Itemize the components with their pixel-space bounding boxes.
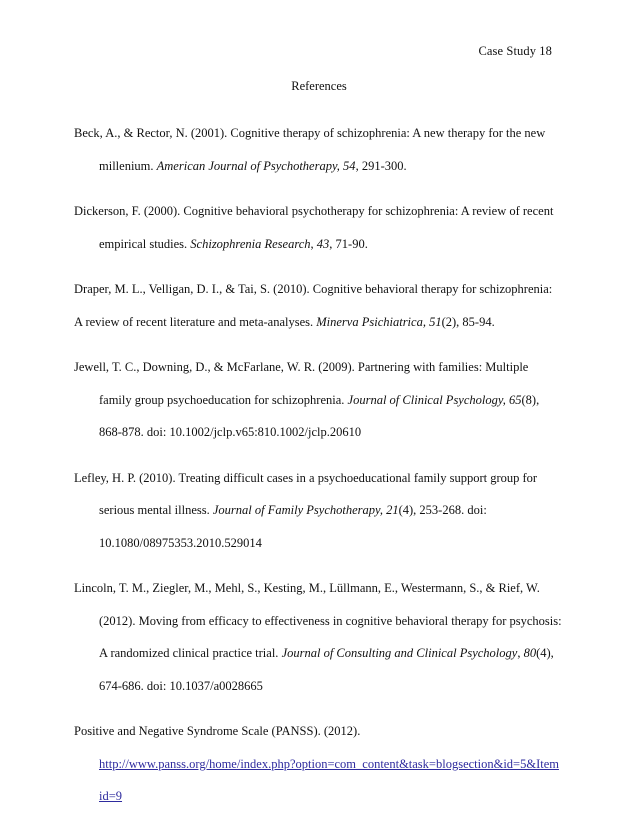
reference-line [74, 117, 568, 150]
reference-line [74, 384, 568, 417]
reference-text: , 291-300. [355, 158, 407, 173]
reference-entry [74, 572, 568, 702]
reference-italic-text: American Journal of Psychotherapy, 54 [156, 158, 356, 173]
reference-text: (2), 85-94. [441, 314, 495, 329]
reference-text: Jewell, T. C., Downing, D., & McFarlane, W. R. (2009). Partnering with families: Multiple [74, 360, 529, 374]
reference-text: , [517, 646, 524, 660]
reference-text: Lincoln, T. M., Ziegler, M., Mehl, S., Kesting, M., Lüllmann, E., Westermann, S., & Rief, W. [74, 581, 540, 595]
reference-line [74, 670, 568, 703]
reference-entry [74, 462, 568, 560]
reference-text: Positive and Negative Syndrome Scale (PANSS). (2012). [74, 724, 361, 738]
reference-text: serious mental illness. [99, 503, 213, 517]
references-heading: References [291, 79, 347, 93]
reference-entry [74, 117, 568, 182]
reference-italic-text: 80 [523, 646, 537, 660]
reference-entry [74, 195, 568, 260]
reference-line [74, 715, 568, 748]
reference-text: millenium. [99, 158, 157, 173]
reference-line [74, 605, 568, 638]
reference-text: (2012). Moving from efficacy to effectiveness in cognitive behavioral therapy for psychosis: [99, 613, 562, 628]
reference-text: 868-878. doi: 10.1002/jclp.v65:810.1002/jclp.20610 [99, 425, 362, 439]
reference-text: A review of recent literature and meta-analyses. [74, 314, 317, 329]
reference-italic-text: 43 [316, 236, 330, 251]
reference-url-link[interactable]: id=9 [99, 789, 123, 803]
reference-url-link[interactable]: http://www.panss.org/home/index.php?option=com_content&task=blogsection&id=5&Item [99, 756, 559, 771]
reference-italic-text: Journal of Clinical Psychology, 65 [347, 392, 522, 407]
reference-line [74, 150, 568, 183]
reference-line [74, 228, 568, 261]
reference-list [74, 117, 568, 826]
reference-text: (8), [521, 392, 540, 407]
reference-line [74, 572, 568, 605]
reference-text: , 71-90. [329, 236, 368, 251]
reference-line [74, 748, 568, 781]
reference-italic-text: Minerva Psichiatrica, 51 [316, 314, 442, 329]
running-head: Case Study 18 [478, 44, 552, 58]
reference-text: family group psychoeducation for schizophrenia. [99, 392, 348, 407]
reference-text: Beck, A., & Rector, N. (2001). Cognitive therapy of schizophrenia: A new therapy for the new [74, 126, 546, 140]
reference-text: Draper, M. L., Velligan, D. I., & Tai, S. (2010). Cognitive behavioral therapy for schizophrenia: [74, 282, 553, 296]
reference-text: (4), 253-268. doi: [398, 503, 487, 517]
reference-italic-text: Journal of Family Psychotherapy, 21 [212, 503, 399, 517]
reference-entry [74, 351, 568, 449]
reference-text: Lefley, H. P. (2010). Treating difficult cases in a psychoeducational family support group for [74, 470, 538, 485]
reference-text: 674-686. doi: 10.1037/a0028665 [99, 678, 263, 693]
reference-line [74, 527, 568, 560]
reference-line [74, 273, 568, 306]
reference-text: Dickerson, F. (2000). Cognitive behavioral psychotherapy for schizophrenia: A review of recent [74, 204, 554, 218]
reference-text: , [310, 236, 317, 251]
reference-line [74, 637, 568, 670]
reference-line [74, 351, 568, 384]
reference-italic-text: Journal of Consulting and Clinical Psychology [281, 646, 518, 660]
reference-text: A randomized clinical practice trial. [99, 646, 282, 660]
reference-text: empirical studies. [99, 236, 191, 251]
reference-text: 10.1080/08975353.2010.529014 [99, 535, 262, 550]
reference-line [74, 462, 568, 495]
reference-line [74, 416, 568, 449]
reference-italic-text: Schizophrenia Research [190, 236, 311, 251]
reference-entry [74, 715, 568, 813]
reference-text: (4), [536, 646, 554, 660]
reference-line [74, 195, 568, 228]
reference-line [74, 494, 568, 527]
reference-line [74, 780, 568, 813]
reference-entry [74, 273, 568, 338]
reference-line [74, 306, 568, 339]
